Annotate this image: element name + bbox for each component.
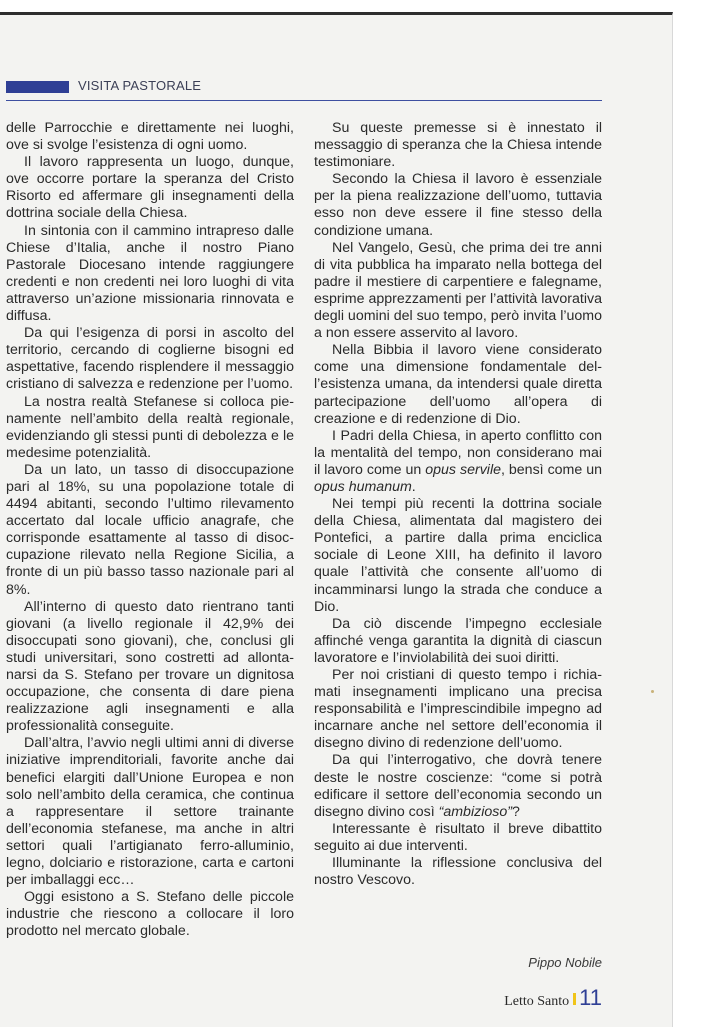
magazine-name: Letto Santo (504, 994, 570, 1009)
author-signature: Pippo Nobile (528, 955, 602, 970)
paragraph: Interessante è risultato il breve dibattito seguito ai due interventi. (314, 820, 602, 854)
text-run: I Padri della Chiesa, in aperto conflitto con la mentalità del tempo, non considerano mai il lavoro come un (314, 427, 602, 478)
latin-phrase: opus servile (425, 461, 501, 478)
paragraph: delle Parrocchie e direttamente nei luoghi, ove si svolge l’esistenza di ogni uomo. (6, 120, 294, 154)
latin-phrase: opus humanum (314, 478, 412, 495)
paragraph: All’interno di questo dato rientrano tanti giovani (a livello regionale il 42,9% dei disoccupati sono giovani), che, conclusi gli studi universitari, sono costretti ad allontanarsi da S. Stefano per trovare un dignitosa occupazione, che consenta di dare piena realizzazione agli insegnamenti e alla professionalità conseguite. (6, 598, 294, 735)
paragraph: Da un lato, un tasso di disoccupazione pari al 18%, su una popolazione totale di 4494 abitanti, secondo l’ultimo rilevamento accertato dal locale ufficio anagrafe, che corrisponde esattamente al tasso di disoccupazione rilevato nella Regione Sicilia, a fronte di un più basso tasso nazionale pari al 8%. (6, 461, 294, 598)
text-run: ? (511, 803, 520, 820)
section-header (6, 78, 602, 101)
footer-separator-bar (573, 993, 576, 1005)
paragraph: Nel Vangelo, Gesù, che prima dei tre anni di vita pubblica ha imparato nella bottega del padre il mestiere di carpentiere e falegname, esprime apprezzamenti per l’attività lavorativa degli uomini del suo tempo, però invita l’uomo a non essere asservito al lavoro. (314, 239, 602, 342)
paragraph: Dall’altra, l’avvio negli ultimi anni di diverse iniziative imprenditoriali, favorite anche dai benefici elargiti dall’Unione Europea e non solo nell’ambito della ceramica, che continua a rappresentare il settore trainante dell’economia stefanese, ma anche in altri settori quali l’artigianato ferro-alluminio, legno, dolciario e ristorazione, carta e cartoni per imballaggi ecc… (6, 735, 294, 889)
text-run: Da qui l’interrogativo, che dovrà tenere deste le nostre coscienze: “come si potrà edificare il settore dell’economia secondo un disegno divino così (314, 752, 602, 820)
header-color-bar (6, 81, 69, 93)
paragraph: Nella Bibbia il lavoro viene considerato come una dimensione fondamentale dell’esistenza umana, da intendersi quale diretta partecipazione dell’uomo all’opera di creazione e di redenzione di Dio. (314, 342, 602, 427)
paragraph: Su queste premesse si è innestato il messaggio di speranza che la Chiesa intende testimoniare. (314, 120, 602, 171)
page-footer (500, 985, 602, 1009)
emphasis: “ambizioso” (438, 803, 512, 820)
text-run: . (411, 478, 416, 495)
paragraph (314, 428, 602, 496)
paragraph: Per noi cristiani di questo tempo i richiamati insegnamenti implicano una precisa responsabilità e l’imprescindibile impegno ad incarnare anche nel settore dell’economia il disegno divino di redenzione dell’uomo. (314, 667, 602, 752)
text-run: , bensì come un (501, 461, 603, 478)
paper-speck (651, 690, 654, 693)
paragraph: Da qui l’esigenza di porsi in ascolto del territorio, cercando di coglierne bisogni ed aspettative, facendo risplendere il messaggio cristiano di salvezza e redenzione per l’uomo. (6, 325, 294, 393)
page-number: 11 (579, 985, 602, 1010)
paragraph: Oggi esistono a S. Stefano delle piccole industrie che riescono a collocare il loro prodotto nel mercato globale. (6, 889, 294, 940)
paragraph: La nostra realtà Stefanese si colloca pienamente nell’ambito della realtà regionale, evidenziando gli stessi punti di debolezza e le medesime potenzialità. (6, 393, 294, 461)
right-column (314, 120, 602, 889)
left-column (6, 120, 294, 941)
paragraph: Il lavoro rappresenta un luogo, dunque, ove occorre portare la speranza del Cristo Risorto ed affermare gli insegnamenti della dottrina sociale della Chiesa. (6, 154, 294, 222)
paragraph: Da ciò discende l’impegno ecclesiale affinché venga garantita la dignità di ciascun lavoratore e l’inviolabilità dei suoi diritti. (314, 615, 602, 666)
paragraph: Nei tempi più recenti la dottrina sociale della Chiesa, alimentata dal magistero dei Pontefici, a partire dalla prima enciclica sociale di Leone XIII, ha definito il lavoro quale l’attività che consente all’uomo di incamminarsi lungo la strada che conduce a Dio. (314, 496, 602, 615)
paragraph: In sintonia con il cammino intrapreso dalle Chiese d’Italia, anche il nostro Piano Pastorale Diocesano intende raggiungere credenti e non credenti nei loro luoghi di vita attraverso un’azione missionaria rinnovata e diffusa. (6, 222, 294, 325)
paragraph (314, 752, 602, 820)
paragraph: Illuminante la riflessione conclusiva del nostro Vescovo. (314, 855, 602, 889)
paragraph: Secondo la Chiesa il lavoro è essenziale per la piena realizzazione dell’uomo, tuttavia esso non deve essere il fine stesso della condizione umana. (314, 171, 602, 239)
section-title: VISITA PASTORALE (78, 78, 202, 93)
